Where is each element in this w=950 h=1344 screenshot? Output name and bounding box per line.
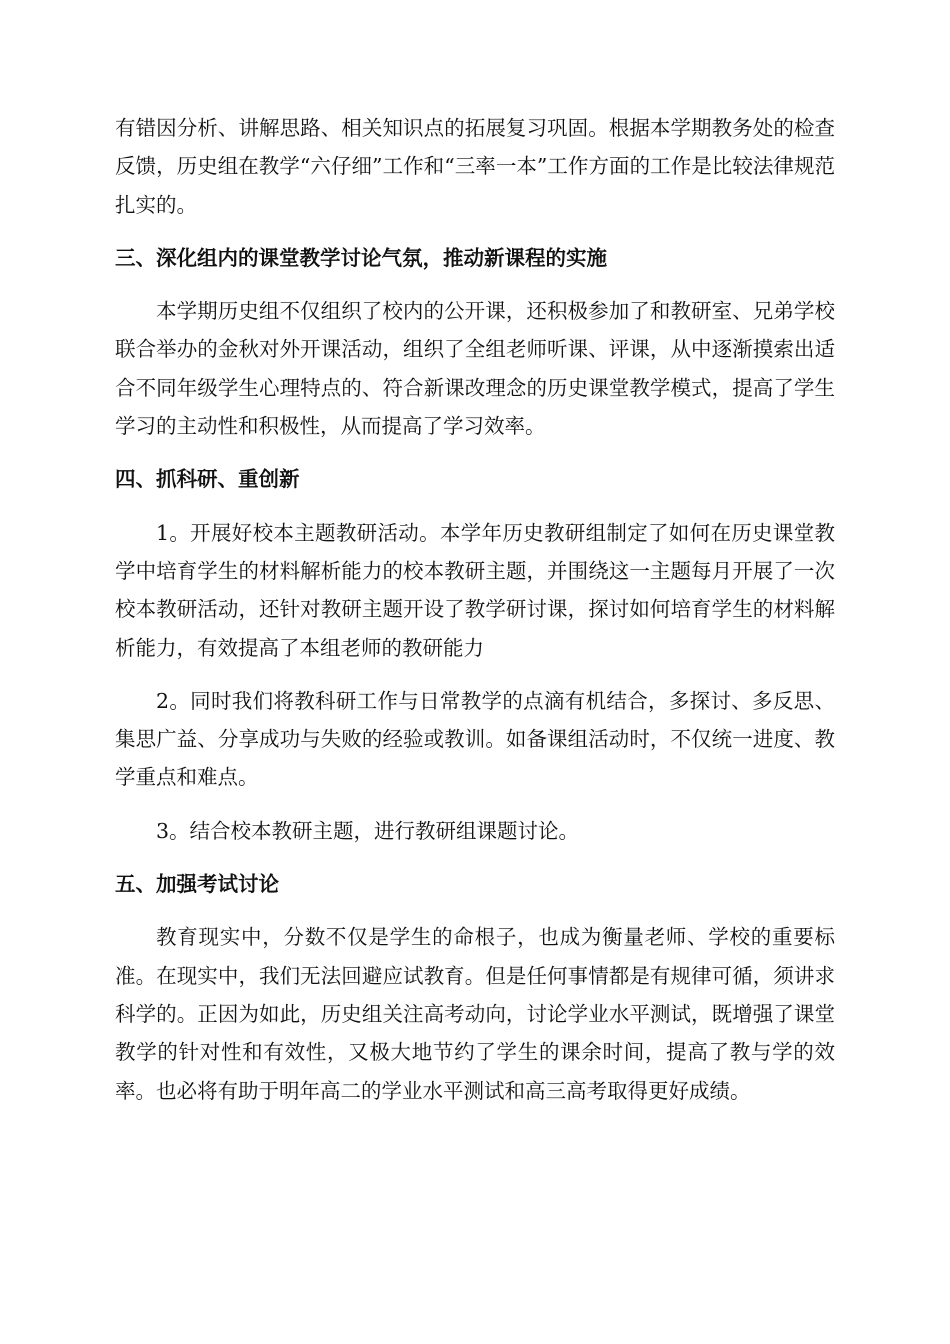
paragraph-research-item-1: 1。开展好校本主题教研活动。本学年历史教研组制定了如何在历史课堂教学中培育学生的材料解析能力的校本教研主题，并围绕这一主题每月开展了一次校本教研活动，还针对教研主题开设了教学研讨课，探讨如何培育学生的材料解析能力，有效提高了本组老师的教研能力	[115, 520, 835, 660]
heading-section-three: 三、深化组内的课堂教学讨论气氛，推动新课程的实施	[115, 245, 607, 270]
paragraph-error-analysis: 有错因分析、讲解思路、相关知识点的拓展复习巩固。根据本学期教务处的检查反馈，历史组在教学“六仔细”工作和“三率一本”工作方面的工作是比较法律规范扎实的。	[115, 116, 835, 217]
paragraph-research-item-2: 2。同时我们将教科研工作与日常教学的点滴有机结合，多探讨、多反思、集思广益、分享成功与失败的经验或教训。如备课组活动时，不仅统一进度、教学重点和难点。	[115, 688, 835, 790]
paragraph-exam-discussion: 教育现实中，分数不仅是学生的命根子，也成为衡量老师、学校的重要标准。在现实中，我们无法回避应试教育。但是任何事情都是有规律可循，须讲求科学的。正因为如此，历史组关注高考动向，讨论学业水平测试，既增强了课堂教学的针对性和有效性，又极大地节约了学生的课余时间，提高了教与学的效率。也必将有助于明年高二的学业水平测试和高三高考取得更好成绩。	[115, 925, 835, 1103]
paragraph-open-classes: 本学期历史组不仅组织了校内的公开课，还积极参加了和教研室、兄弟学校联合举办的金秋对外开课活动，组织了全组老师听课、评课，从中逐渐摸索出适合不同年级学生心理特点的、符合新课改理念的历史课堂教学模式，提高了学生学习的主动性和积极性，从而提高了学习效率。	[115, 299, 835, 439]
heading-section-four: 四、抓科研、重创新	[115, 467, 300, 492]
document-body	[115, 109, 835, 1125]
heading-section-five: 五、加强考试讨论	[115, 872, 279, 897]
paragraph-research-item-3: 3。结合校本教研主题，进行教研组课题讨论。	[156, 818, 580, 843]
